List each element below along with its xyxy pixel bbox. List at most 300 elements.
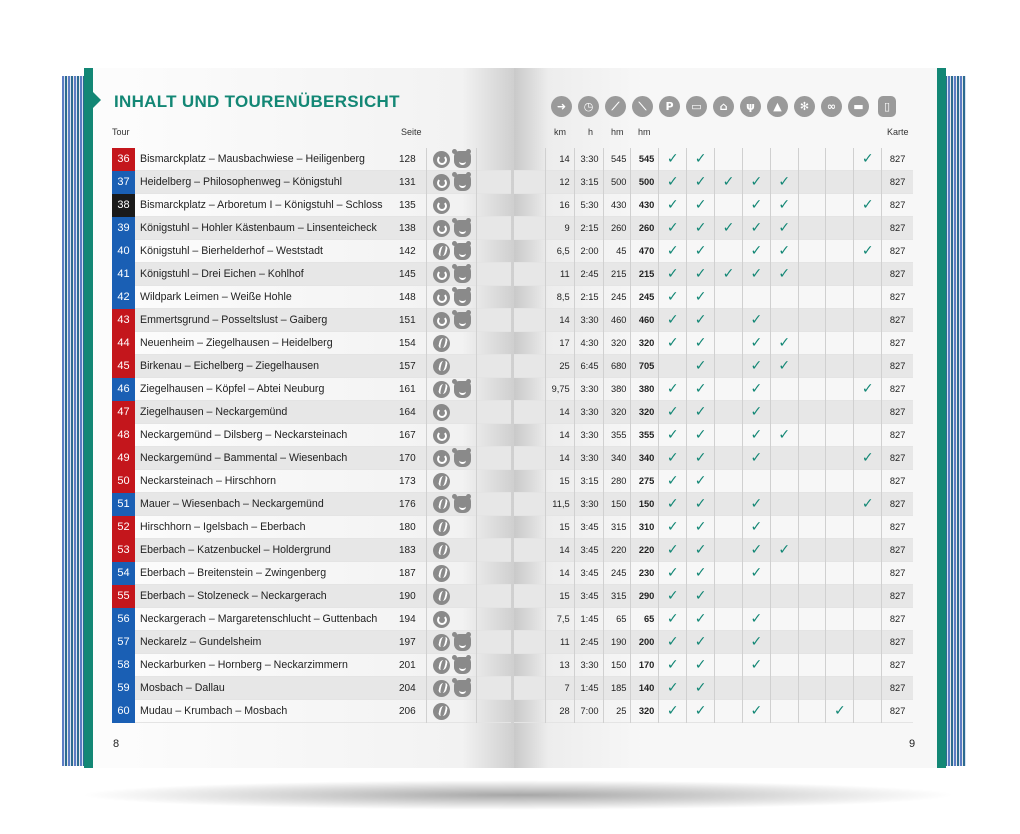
empty-cell — [770, 309, 798, 332]
empty-cell — [770, 654, 798, 677]
h-value: 3:15 — [574, 171, 603, 194]
table-row[interactable] — [514, 309, 913, 332]
empty-cell — [714, 332, 742, 355]
row-spacer — [476, 240, 511, 263]
km-value: 16 — [545, 194, 574, 217]
hm-up-value: 45 — [603, 240, 631, 263]
empty-cell — [853, 401, 881, 424]
check-icon: ✓ — [742, 424, 770, 447]
check-icon: ✓ — [742, 562, 770, 585]
km-value: 14 — [545, 562, 574, 585]
table-row[interactable] — [112, 539, 511, 562]
km-value: 17 — [545, 332, 574, 355]
empty-cell — [825, 240, 853, 263]
tour-page: 183 — [399, 544, 416, 556]
summit-icon: ▲ — [767, 96, 788, 117]
check-icon: ✓ — [658, 447, 686, 470]
hm-down-value: 275 — [630, 470, 658, 493]
tour-type-icons — [426, 700, 476, 723]
tour-name: Neckargerach – Margaretenschlucht – Guttenbach — [140, 613, 378, 625]
empty-cell — [853, 562, 881, 585]
empty-cell — [798, 217, 826, 240]
table-row[interactable] — [514, 470, 913, 493]
hm-up-value: 680 — [603, 355, 631, 378]
table-row[interactable] — [514, 700, 913, 723]
bus-icon: ▭ — [686, 96, 707, 117]
check-icon: ✓ — [686, 309, 714, 332]
tour-number-badge: 47 — [112, 401, 135, 424]
check-icon: ✓ — [686, 447, 714, 470]
check-icon: ✓ — [658, 217, 686, 240]
table-row[interactable] — [514, 171, 913, 194]
empty-cell — [798, 240, 826, 263]
check-icon: ✓ — [714, 171, 742, 194]
table-row[interactable] — [514, 447, 913, 470]
gutter — [514, 447, 545, 470]
hm-down-value: 460 — [630, 309, 658, 332]
table-row[interactable] — [112, 447, 511, 470]
tour-list — [112, 148, 511, 723]
table-row[interactable] — [112, 562, 511, 585]
table-row[interactable] — [112, 378, 511, 401]
hm-up-value: 320 — [603, 332, 631, 355]
row-spacer — [476, 700, 511, 723]
h-value: 3:30 — [574, 309, 603, 332]
karte-value: 827 — [881, 217, 913, 240]
table-row[interactable] — [112, 585, 511, 608]
empty-cell — [798, 171, 826, 194]
one-way-icon — [433, 634, 450, 651]
check-icon: ✓ — [853, 240, 881, 263]
tour-type-icons — [426, 217, 476, 240]
check-icon: ✓ — [686, 677, 714, 700]
check-icon: ✓ — [742, 516, 770, 539]
check-icon: ✓ — [825, 700, 853, 723]
empty-cell — [853, 677, 881, 700]
empty-cell — [825, 493, 853, 516]
gutter — [514, 263, 545, 286]
empty-cell — [853, 332, 881, 355]
km-value: 15 — [545, 516, 574, 539]
family-bear-icon — [454, 680, 471, 697]
row-spacer — [476, 585, 511, 608]
empty-cell — [853, 355, 881, 378]
empty-cell — [770, 286, 798, 309]
ascent-icon: ⟋ — [605, 96, 626, 117]
one-way-icon — [433, 473, 450, 490]
check-icon: ✓ — [686, 539, 714, 562]
karte-value: 827 — [881, 516, 913, 539]
hm-up-value: 150 — [603, 654, 631, 677]
hm-down-value: 320 — [630, 401, 658, 424]
check-icon: ✓ — [686, 585, 714, 608]
tour-number-badge: 45 — [112, 355, 135, 378]
table-row[interactable] — [514, 401, 913, 424]
table-row[interactable] — [514, 217, 913, 240]
table-row[interactable] — [112, 355, 511, 378]
empty-cell — [742, 585, 770, 608]
hm-down-value: 355 — [630, 424, 658, 447]
check-icon: ✓ — [770, 355, 798, 378]
h-value: 3:30 — [574, 424, 603, 447]
km-value: 11 — [545, 631, 574, 654]
check-icon: ✓ — [686, 194, 714, 217]
tour-page: 204 — [399, 682, 416, 694]
one-way-icon — [433, 565, 450, 582]
empty-cell — [798, 148, 826, 171]
empty-cell — [770, 447, 798, 470]
empty-cell — [770, 148, 798, 171]
km-value: 9 — [545, 217, 574, 240]
empty-cell — [798, 332, 826, 355]
tour-type-icons — [426, 447, 476, 470]
empty-cell — [714, 562, 742, 585]
h-value: 2:00 — [574, 240, 603, 263]
tour-type-icons — [426, 539, 476, 562]
hm-down-value: 545 — [630, 148, 658, 171]
table-row[interactable] — [514, 654, 913, 677]
page-number-right: 9 — [909, 738, 916, 750]
table-row[interactable] — [112, 217, 511, 240]
table-row[interactable] — [112, 608, 511, 631]
karte-value: 827 — [881, 401, 913, 424]
karte-column-header: Karte — [887, 127, 909, 137]
signpost-icon: ➜ — [551, 96, 572, 117]
h-value: 3:45 — [574, 516, 603, 539]
empty-cell — [770, 608, 798, 631]
family-bear-icon — [454, 450, 471, 467]
hm-up-value: 430 — [603, 194, 631, 217]
table-row[interactable] — [514, 355, 913, 378]
round-trip-icon — [433, 266, 450, 283]
tour-page: 161 — [399, 383, 416, 395]
empty-cell — [714, 148, 742, 171]
empty-cell — [825, 654, 853, 677]
check-icon: ✓ — [658, 608, 686, 631]
table-row[interactable] — [112, 171, 511, 194]
empty-cell — [798, 585, 826, 608]
table-row[interactable] — [112, 263, 511, 286]
tour-page: 154 — [399, 337, 416, 349]
h-value: 3:30 — [574, 654, 603, 677]
km-value: 15 — [545, 585, 574, 608]
row-spacer — [476, 493, 511, 516]
check-icon: ✓ — [742, 194, 770, 217]
hm-up-value: 25 — [603, 700, 631, 723]
table-row[interactable] — [112, 700, 511, 723]
table-row[interactable] — [514, 677, 913, 700]
check-icon: ✓ — [742, 217, 770, 240]
empty-cell — [770, 562, 798, 585]
empty-cell — [798, 608, 826, 631]
row-spacer — [476, 286, 511, 309]
gutter — [514, 194, 545, 217]
h-value: 1:45 — [574, 608, 603, 631]
check-icon: ✓ — [686, 378, 714, 401]
tour-type-icons — [426, 401, 476, 424]
gutter — [514, 654, 545, 677]
gutter — [514, 355, 545, 378]
hm-down-value: 320 — [630, 700, 658, 723]
tour-type-icons — [426, 470, 476, 493]
km-value: 11,5 — [545, 493, 574, 516]
table-row[interactable] — [112, 631, 511, 654]
row-spacer — [476, 447, 511, 470]
check-icon: ✓ — [742, 539, 770, 562]
tour-page: 173 — [399, 475, 416, 487]
karte-value: 827 — [881, 654, 913, 677]
map-icon: ▯ — [878, 96, 896, 117]
km-value: 14 — [545, 401, 574, 424]
tour-name: Bismarckplatz – Arboretum I – Königstuhl – Schloss — [140, 199, 383, 211]
hm-up-value: 215 — [603, 263, 631, 286]
tour-number-badge: 41 — [112, 263, 135, 286]
table-row[interactable] — [514, 424, 913, 447]
table-row[interactable] — [514, 148, 913, 171]
table-row[interactable] — [514, 585, 913, 608]
hm-down-value: 65 — [630, 608, 658, 631]
table-row[interactable] — [112, 240, 511, 263]
tour-number-badge: 43 — [112, 309, 135, 332]
check-icon: ✓ — [742, 401, 770, 424]
km-value: 6,5 — [545, 240, 574, 263]
tour-name: Königstuhl – Drei Eichen – Kohlhof — [140, 268, 304, 280]
one-way-icon — [433, 703, 450, 720]
hm-up-column-header: hm — [611, 127, 624, 137]
empty-cell — [853, 286, 881, 309]
table-row[interactable] — [514, 378, 913, 401]
empty-cell — [714, 700, 742, 723]
tour-number-badge: 36 — [112, 148, 135, 171]
table-row[interactable] — [514, 493, 913, 516]
check-icon: ✓ — [853, 493, 881, 516]
km-value: 8,5 — [545, 286, 574, 309]
tour-name: Königstuhl – Bierhelderhof – Weststadt — [140, 245, 323, 257]
empty-cell — [825, 332, 853, 355]
check-icon: ✓ — [742, 654, 770, 677]
km-value: 14 — [545, 424, 574, 447]
check-icon: ✓ — [686, 240, 714, 263]
km-value: 12 — [545, 171, 574, 194]
check-icon: ✓ — [658, 677, 686, 700]
empty-cell — [825, 585, 853, 608]
tour-page: 145 — [399, 268, 416, 280]
tour-name: Königstuhl – Hohler Kästenbaum – Linsenteicheck — [140, 222, 377, 234]
check-icon: ✓ — [686, 286, 714, 309]
tour-number-badge: 37 — [112, 171, 135, 194]
right-page — [514, 68, 946, 768]
tour-page: 157 — [399, 360, 416, 372]
karte-value: 827 — [881, 171, 913, 194]
table-row[interactable] — [514, 539, 913, 562]
karte-value: 827 — [881, 332, 913, 355]
hm-down-value: 230 — [630, 562, 658, 585]
tour-number-badge: 46 — [112, 378, 135, 401]
h-value: 2:45 — [574, 631, 603, 654]
round-trip-icon — [433, 427, 450, 444]
check-icon: ✓ — [770, 194, 798, 217]
check-icon: ✓ — [658, 654, 686, 677]
check-icon: ✓ — [658, 470, 686, 493]
hm-down-value: 705 — [630, 355, 658, 378]
empty-cell — [714, 493, 742, 516]
empty-cell — [825, 263, 853, 286]
hm-down-value: 245 — [630, 286, 658, 309]
empty-cell — [742, 677, 770, 700]
tour-page: 197 — [399, 636, 416, 648]
empty-cell — [825, 562, 853, 585]
check-icon: ✓ — [853, 378, 881, 401]
tour-data-table — [514, 148, 913, 723]
tour-type-icons — [426, 148, 476, 171]
tour-type-icons — [426, 585, 476, 608]
check-icon: ✓ — [686, 654, 714, 677]
tour-number-badge: 49 — [112, 447, 135, 470]
karte-value: 827 — [881, 562, 913, 585]
table-row[interactable] — [514, 516, 913, 539]
one-way-icon — [433, 588, 450, 605]
empty-cell — [770, 470, 798, 493]
check-icon: ✓ — [770, 332, 798, 355]
teal-margin-bar-right — [937, 68, 946, 768]
one-way-icon — [433, 542, 450, 559]
tour-page: 190 — [399, 590, 416, 602]
empty-cell — [714, 194, 742, 217]
round-trip-icon — [433, 450, 450, 467]
check-icon: ✓ — [714, 263, 742, 286]
tour-page: 135 — [399, 199, 416, 211]
check-icon: ✓ — [658, 263, 686, 286]
empty-cell — [798, 654, 826, 677]
family-bear-icon — [454, 174, 471, 191]
round-trip-icon — [433, 197, 450, 214]
tour-name: Eberbach – Stolzeneck – Neckargerach — [140, 590, 327, 602]
tour-type-icons — [426, 332, 476, 355]
hm-up-value: 500 — [603, 171, 631, 194]
check-icon: ✓ — [658, 700, 686, 723]
tour-page: 176 — [399, 498, 416, 510]
row-spacer — [476, 401, 511, 424]
tour-type-icons — [426, 286, 476, 309]
empty-cell — [742, 148, 770, 171]
tour-type-icons — [426, 608, 476, 631]
row-spacer — [476, 470, 511, 493]
empty-cell — [825, 401, 853, 424]
empty-cell — [853, 263, 881, 286]
row-spacer — [476, 148, 511, 171]
gutter — [514, 217, 545, 240]
karte-value: 827 — [881, 700, 913, 723]
empty-cell — [825, 355, 853, 378]
table-row[interactable] — [112, 148, 511, 171]
table-row[interactable] — [112, 470, 511, 493]
tour-number-badge: 60 — [112, 700, 135, 723]
table-row[interactable] — [112, 286, 511, 309]
row-spacer — [476, 309, 511, 332]
hm-down-value: 215 — [630, 263, 658, 286]
empty-cell — [798, 286, 826, 309]
table-row[interactable] — [514, 631, 913, 654]
family-bear-icon — [454, 220, 471, 237]
clock-icon: ◷ — [578, 96, 599, 117]
gutter — [514, 286, 545, 309]
km-value: 13 — [545, 654, 574, 677]
table-row[interactable] — [112, 516, 511, 539]
empty-cell — [714, 424, 742, 447]
empty-cell — [825, 424, 853, 447]
table-row[interactable] — [112, 194, 511, 217]
check-icon: ✓ — [853, 194, 881, 217]
empty-cell — [714, 631, 742, 654]
check-icon: ✓ — [658, 424, 686, 447]
hm-down-value: 320 — [630, 332, 658, 355]
tour-page: 164 — [399, 406, 416, 418]
check-icon: ✓ — [686, 171, 714, 194]
tour-name: Heidelberg – Philosophenweg – Königstuhl — [140, 176, 343, 188]
descent-icon: ⟍ — [632, 96, 653, 117]
tour-name: Ziegelhausen – Köpfel – Abtei Neuburg — [140, 383, 325, 395]
tour-type-icons — [426, 263, 476, 286]
table-row[interactable] — [514, 240, 913, 263]
karte-value: 827 — [881, 194, 913, 217]
empty-cell — [714, 539, 742, 562]
row-spacer — [476, 332, 511, 355]
tour-number-badge: 57 — [112, 631, 135, 654]
check-icon: ✓ — [658, 332, 686, 355]
tour-type-icons — [426, 424, 476, 447]
hm-up-value: 545 — [603, 148, 631, 171]
table-row[interactable] — [112, 677, 511, 700]
h-value: 4:30 — [574, 332, 603, 355]
row-spacer — [476, 608, 511, 631]
empty-cell — [853, 608, 881, 631]
empty-cell — [798, 516, 826, 539]
hm-down-value: 500 — [630, 171, 658, 194]
hm-up-value: 220 — [603, 539, 631, 562]
table-row[interactable] — [112, 493, 511, 516]
table-row[interactable] — [112, 401, 511, 424]
tour-name: Neckarburken – Hornberg – Neckarzimmern — [140, 659, 348, 671]
empty-cell — [714, 585, 742, 608]
tour-name: Mudau – Krumbach – Mosbach — [140, 705, 288, 717]
table-row[interactable] — [514, 286, 913, 309]
tour-page: 131 — [399, 176, 416, 188]
table-row[interactable] — [514, 608, 913, 631]
table-row[interactable] — [514, 263, 913, 286]
check-icon: ✓ — [686, 217, 714, 240]
tour-column-header: Tour — [112, 127, 130, 137]
table-row[interactable] — [112, 309, 511, 332]
check-icon: ✓ — [742, 378, 770, 401]
tour-page: 194 — [399, 613, 416, 625]
check-icon: ✓ — [686, 401, 714, 424]
karte-value: 827 — [881, 585, 913, 608]
km-value: 9,75 — [545, 378, 574, 401]
one-way-icon — [433, 381, 450, 398]
table-row[interactable] — [112, 424, 511, 447]
table-row[interactable] — [514, 332, 913, 355]
hm-up-value: 185 — [603, 677, 631, 700]
table-row[interactable] — [112, 332, 511, 355]
table-row[interactable] — [514, 194, 913, 217]
check-icon: ✓ — [658, 240, 686, 263]
gutter — [514, 424, 545, 447]
karte-value: 827 — [881, 608, 913, 631]
table-row[interactable] — [112, 654, 511, 677]
tour-type-icons — [426, 631, 476, 654]
empty-cell — [825, 447, 853, 470]
table-row[interactable] — [514, 562, 913, 585]
